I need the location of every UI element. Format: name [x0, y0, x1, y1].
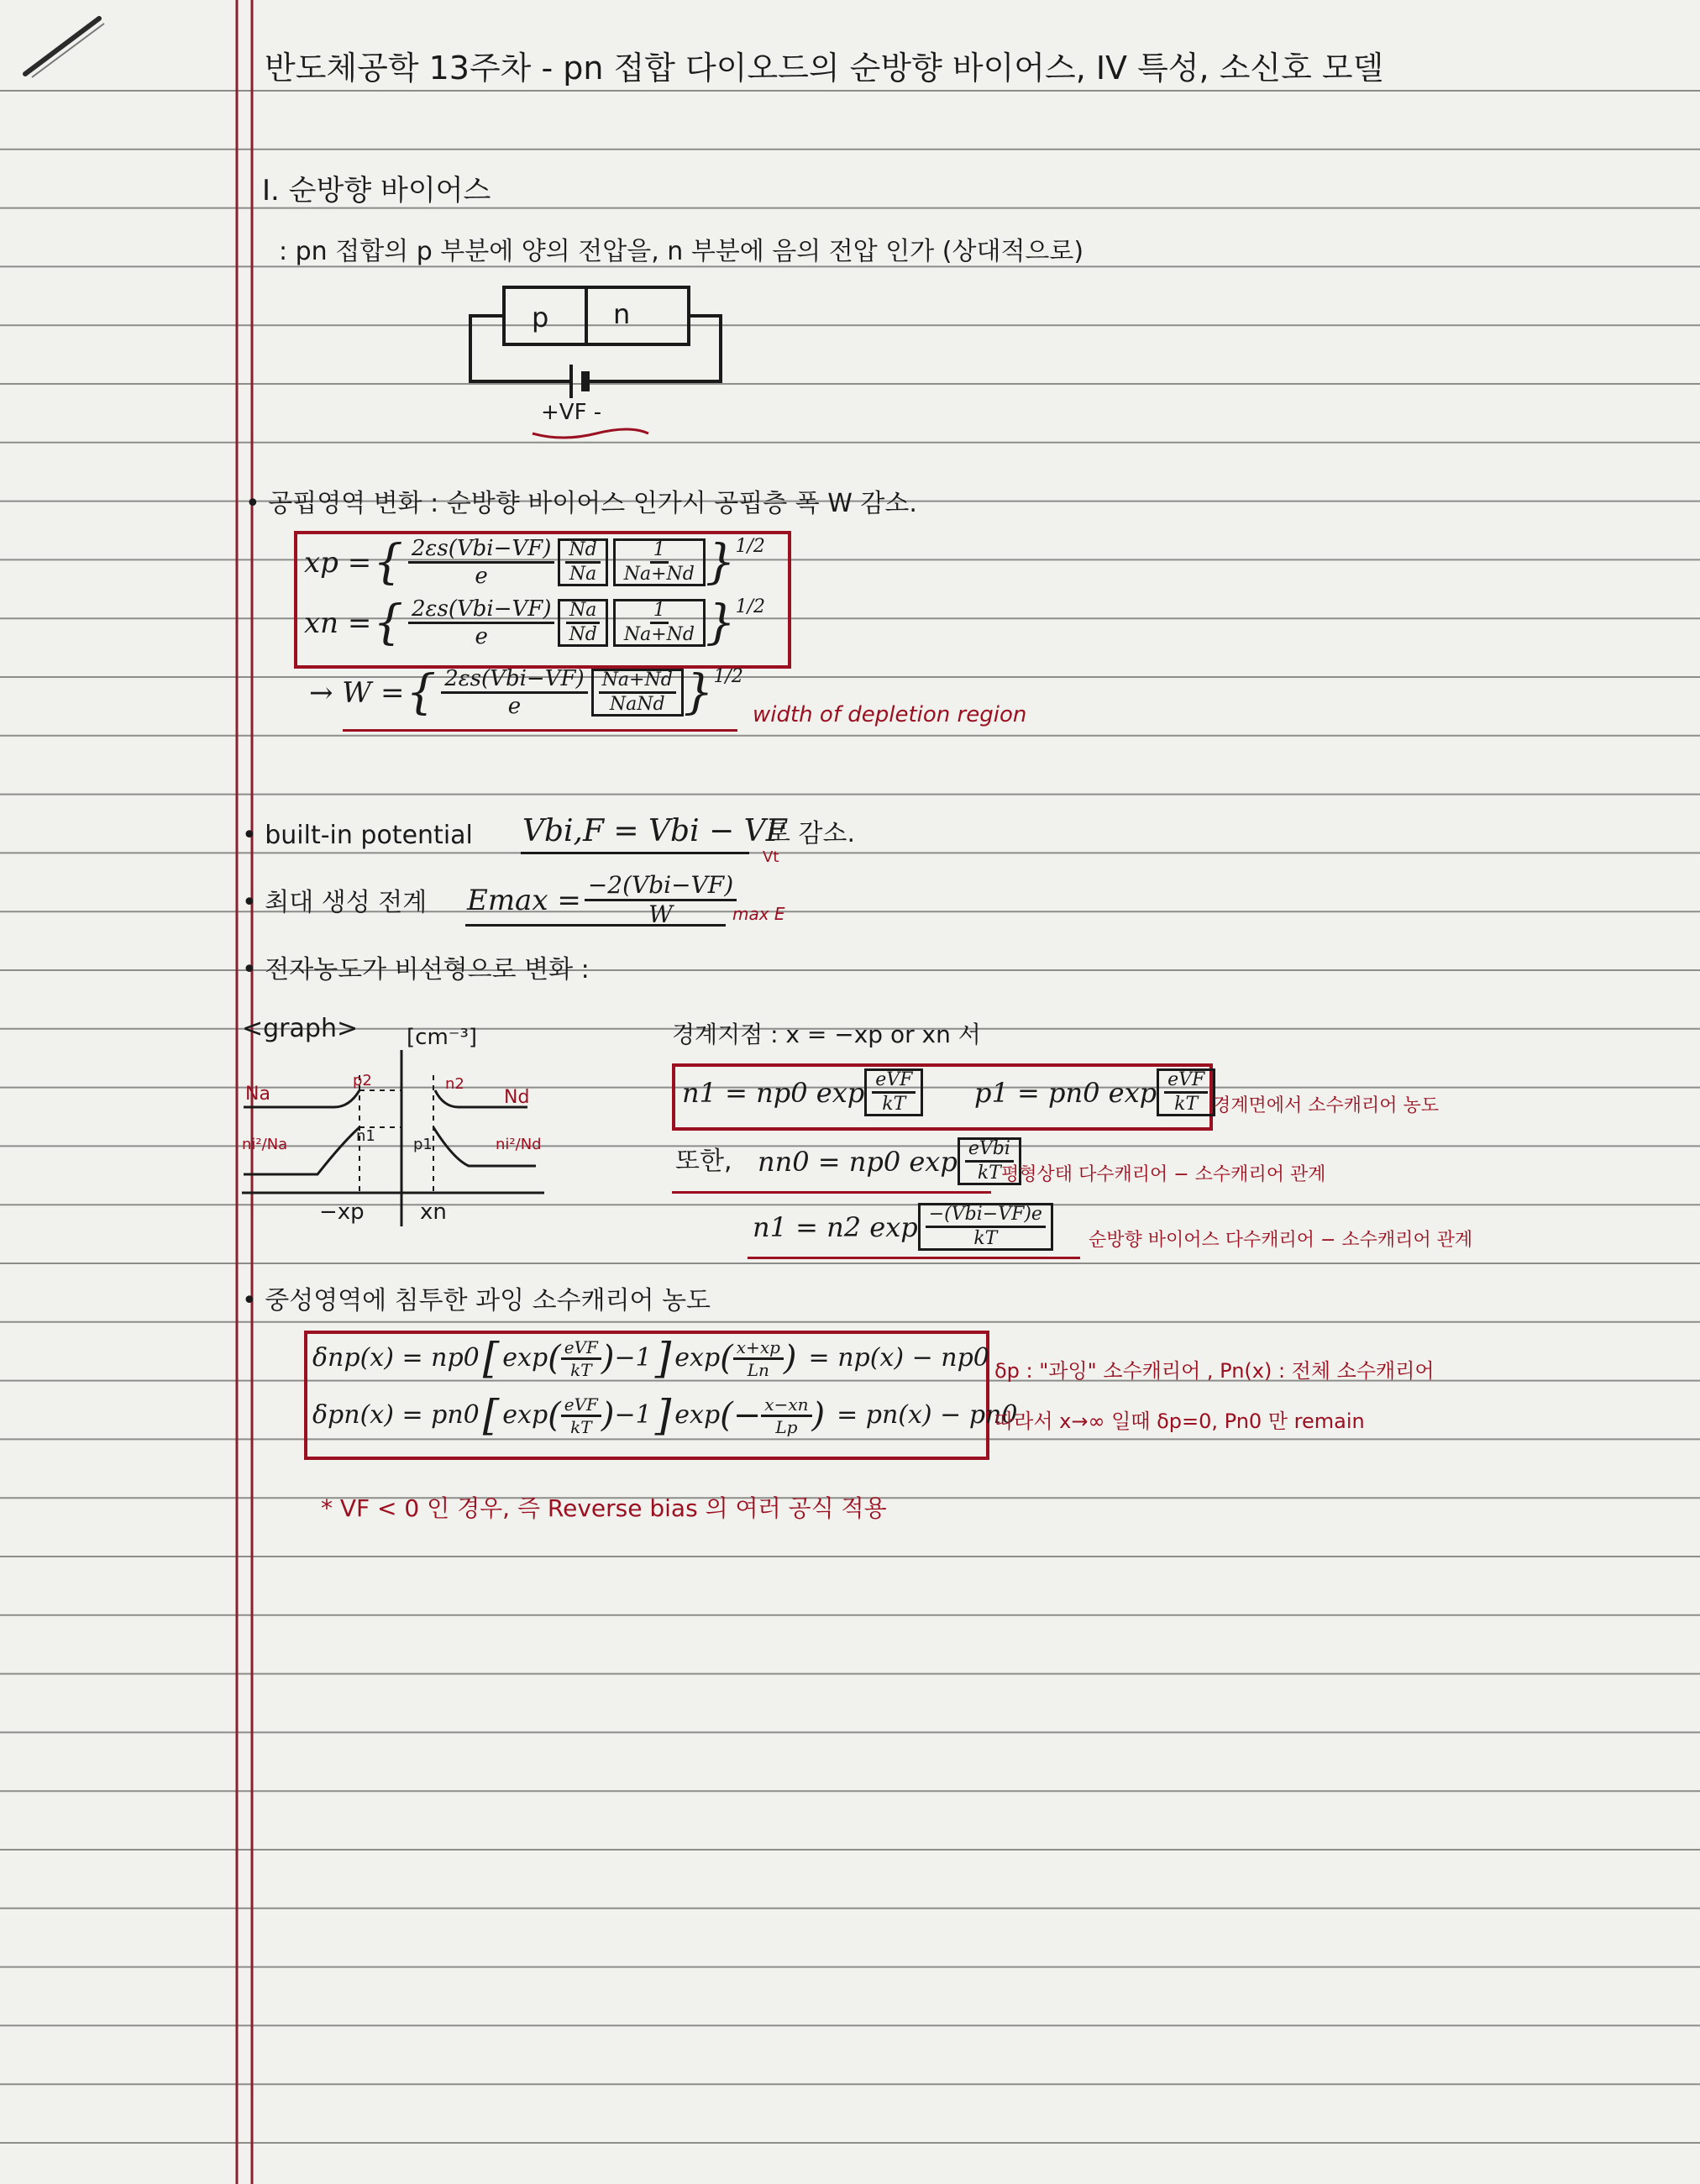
builtin-bullet: • built-in potential	[242, 821, 473, 850]
p1-formula: p1 = pn0 exp $\frac{\text{eVF}}{kT}$	[974, 1068, 1215, 1116]
builtin-formula: Vbi,F = Vbi − VF	[522, 814, 787, 848]
field-note: max E	[732, 904, 785, 924]
n-region-label: n	[613, 298, 631, 330]
nn0-formula: nn0 = np0 exp $\frac{\text{eVbi}}{kT}$	[758, 1137, 1021, 1185]
boundary-heading: 경계지점 : x = −xp or xn 서	[672, 1021, 981, 1048]
field-underline	[465, 924, 726, 927]
graph-label-na: Na	[245, 1084, 270, 1105]
pen-icon	[25, 18, 104, 77]
n1-formula: n1 = np0 exp $\frac{\text{eVF}}{kT}$	[682, 1068, 923, 1116]
graph-label-ni2-nd: ni²/Nd	[496, 1136, 542, 1153]
carrier-bullet: • 전자농도가 비선형으로 변화 :	[242, 955, 590, 984]
w-formula: → W = { $\frac{\text{2εs(Vbi−VF)}}{e}$ $\frac{Na+Nd}{\text{NaNd}}$ } $^{1/2}$	[309, 664, 743, 720]
graph-label: <graph>	[242, 1014, 359, 1043]
excess-note-1: δp : "과잉" 소수캐리어 , Pn(x) : 전체 소수캐리어	[994, 1359, 1435, 1383]
page-title: 반도체공학 13주차 - pn 접합 다이오드의 순방향 바이어스, IV 특성, 소신호 모델	[265, 50, 1384, 87]
battery-short-plate	[581, 371, 590, 391]
depletion-bullet: • 공핍영역 변화 : 순방향 바이어스 인가시 공핍층 폭 W 감소.	[245, 489, 917, 518]
circuit-wire	[470, 316, 721, 381]
xn-formula: xn = { $\frac{\text{2εs(Vbi−VF)}}{e}$ $\frac{Na}{Nd}$ $\frac{1}{Na+Nd}$ } $^{1/2}$	[304, 595, 766, 650]
field-bullet: • 최대 생성 전계	[242, 888, 428, 917]
excess-bullet: • 중성영역에 침투한 과잉 소수캐리어 농도	[242, 1286, 711, 1315]
graph-label-nd: Nd	[504, 1087, 530, 1108]
source-label: +VF -	[541, 400, 602, 425]
w-formula-underline	[343, 729, 737, 732]
graph-label-p2: p2	[353, 1072, 372, 1089]
field-formula: Emax = $\frac{\text{−2(Vbi−VF)}}{W}$	[467, 874, 740, 927]
dnp-formula: δnp(x) = np0 [ exp ( $\frac{\text{eVF}}{kT}$ ) −1 ] exp ( $\frac{x+xp}{Ln}$ ) = np(x) − np0	[312, 1334, 989, 1383]
excess-note-2: 따라서 x→∞ 일때 δp=0, Pn0 만 remain	[994, 1410, 1365, 1433]
intro-text: : pn 접합의 p 부분에 양의 전압을, n 부분에 음의 전압 인가 (상대적으로)	[279, 237, 1084, 266]
dpn-formula: δpn(x) = pn0 [ exp ( $\frac{\text{eVF}}{kT}$ ) −1 ] exp (− $\frac{x-xn}{Lp}$ ) = pn(x) − pn0	[312, 1391, 1018, 1440]
w-formula-note: width of depletion region	[753, 702, 1027, 727]
section-heading: I. 순방향 바이어스	[262, 174, 491, 207]
builtin-underline	[521, 852, 749, 854]
footnote: * VF < 0 인 경우, 즉 Reverse bias 의 여러 공식 적용	[321, 1494, 887, 1522]
boundary-note-2: 평형상태 다수캐리어 − 소수캐리어 관계	[1001, 1164, 1326, 1185]
graph-label-p1: p1	[413, 1136, 433, 1153]
source-underline	[533, 429, 648, 438]
graph-label-ni2-na: ni²/Na	[242, 1136, 288, 1153]
graph-unit-label: [cm⁻³]	[407, 1025, 478, 1050]
graph-label-xn: xn	[420, 1200, 447, 1225]
graph-label-n1: n1	[356, 1127, 375, 1145]
boundary-note-1: 경계면에서 소수캐리어 농도	[1213, 1095, 1440, 1116]
also-label: 또한,	[675, 1147, 732, 1176]
graph-label-neg-xp: −xp	[319, 1200, 365, 1225]
boundary-note-3: 순방향 바이어스 다수캐리어 − 소수캐리어 관계	[1089, 1230, 1473, 1251]
n1-n2-underline	[748, 1257, 1080, 1259]
nn0-underline	[672, 1191, 991, 1194]
builtin-sub-note: Vt	[763, 848, 779, 866]
xp-formula: xp = { $\frac{\text{2εs(Vbi−VF)}}{e}$ $\frac{Nd}{Na}$ $\frac{1}{Na+Nd}$ } $^{1/2}$	[304, 534, 765, 590]
graph-label-n2: n2	[445, 1075, 464, 1093]
n1-n2-formula: n1 = n2 exp $\frac{\text{−(Vbi−VF)e}}{kT}$	[753, 1203, 1053, 1251]
p-region-label: p	[532, 302, 549, 333]
builtin-note: 로 감소.	[766, 819, 856, 848]
